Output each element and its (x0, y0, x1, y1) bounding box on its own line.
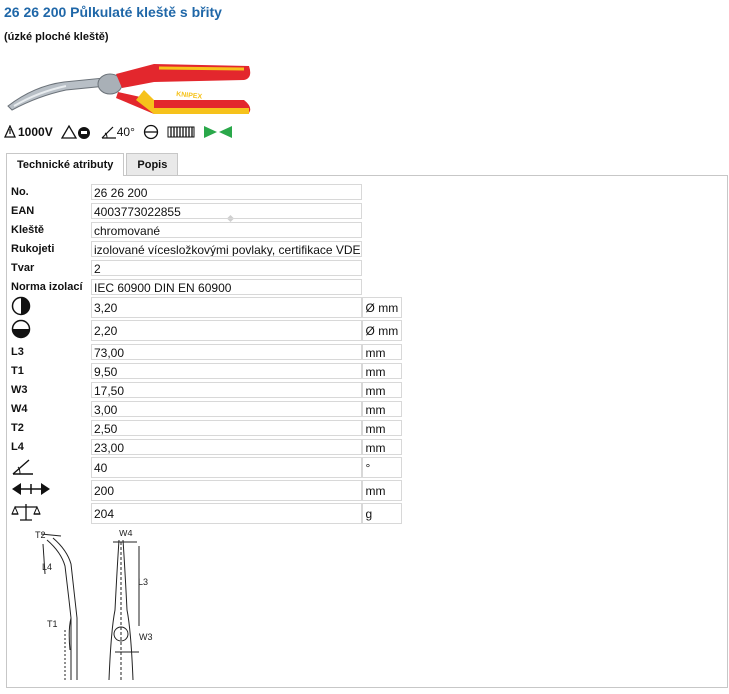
attribute-label: L3 (11, 345, 24, 358)
attribute-label: Kleště (11, 223, 45, 236)
attribute-label: No. (11, 185, 29, 198)
attribute-value: 204 (91, 503, 362, 524)
attribute-value: chromované (91, 222, 362, 238)
attribute-label (11, 296, 91, 319)
attribute-value: 3,00 (91, 401, 362, 417)
half-circle-left-icon (11, 319, 31, 339)
tab-technical-attributes[interactable]: Technické atributy (6, 153, 124, 176)
vde-gs-icon (61, 124, 93, 140)
attribute-row (11, 502, 402, 525)
attribute-value: 9,50 (91, 363, 362, 379)
attribute-label (11, 479, 91, 502)
product-image (4, 56, 254, 120)
attribute-row (11, 277, 402, 296)
attribute-value: 4003773022855 (91, 203, 362, 219)
attribute-value: 200 (91, 480, 362, 501)
attribute-label: L4 (11, 440, 24, 453)
attribute-row (11, 456, 402, 479)
attribute-value: 40 (91, 457, 362, 478)
attribute-unit: g (362, 503, 402, 524)
attribute-label (11, 456, 91, 479)
diagram-label-t1: T1 (47, 619, 58, 629)
attribute-value: 2,50 (91, 420, 362, 436)
attribute-unit: mm (362, 401, 402, 417)
attribute-label: EAN (11, 204, 35, 217)
angle-text: 40° (116, 125, 135, 139)
attribute-row (11, 258, 402, 277)
attribute-row (11, 296, 402, 319)
page-title: 26 26 200 Půlkulaté kleště s břity (4, 4, 222, 20)
diagram-label-l4: L4 (42, 562, 53, 572)
attribute-row (11, 342, 402, 361)
attribute-value: 26 26 200 (91, 184, 362, 200)
attributes-panel (6, 175, 728, 688)
diagram-label-l3: L3 (138, 577, 149, 587)
attribute-row (11, 201, 402, 220)
attribute-unit: mm (362, 382, 402, 398)
attribute-row (11, 239, 402, 258)
attribute-value: 2 (91, 260, 362, 276)
attribute-unit: ° (362, 457, 402, 478)
attribute-unit: mm (362, 480, 402, 501)
diagram-label-w3: W3 (139, 632, 153, 642)
tab-bar (6, 153, 178, 175)
insulation-triangle-icon (4, 125, 16, 139)
attribute-value: 3,20 (91, 297, 362, 318)
serrated-jaw-icon (167, 125, 195, 139)
length-arrow-icon (11, 482, 51, 496)
bowtie-green-icon (203, 125, 233, 139)
angle-icon (11, 456, 35, 476)
attribute-value: 2,20 (91, 320, 362, 341)
page-subtitle: (úzké ploché kleště) (4, 31, 109, 43)
attribute-row (11, 361, 402, 380)
attribute-unit: mm (362, 363, 402, 379)
diagram-label-t2: T2 (35, 530, 46, 540)
attribute-row (11, 437, 402, 456)
attribute-unit: mm (362, 439, 402, 455)
attribute-value: 23,00 (91, 439, 362, 455)
attribute-row (11, 418, 402, 437)
attribute-unit: mm (362, 420, 402, 436)
round-jaw-icon (143, 124, 159, 140)
dimension-diagram (21, 530, 161, 682)
attribute-row (11, 380, 402, 399)
half-circle-right-icon (11, 296, 31, 316)
attribute-label: T2 (11, 421, 24, 434)
tab-description[interactable]: Popis (126, 153, 178, 175)
attribute-label: Norma izolací (11, 280, 83, 293)
attribute-row (11, 220, 402, 239)
attribute-row (11, 479, 402, 502)
attribute-value: IEC 60900 DIN EN 60900 (91, 279, 362, 295)
attribute-unit: mm (362, 344, 402, 360)
svg-text:KNIPEX: KNIPEX (175, 91, 203, 101)
attribute-row (11, 182, 402, 201)
attribute-row (11, 319, 402, 342)
spec-icons-row (4, 122, 233, 142)
attribute-unit: Ø mm (362, 297, 402, 318)
attribute-value: 17,50 (91, 382, 362, 398)
attribute-label: Tvar (11, 261, 35, 274)
scale-weight-icon (11, 502, 41, 522)
attribute-label (11, 319, 91, 342)
attribute-label: W4 (11, 402, 28, 415)
attribute-value: 73,00 (91, 344, 362, 360)
diagram-label-w4: W4 (119, 530, 133, 538)
attribute-value: izolované vícesložkovými povlaky, certifikace VDE (91, 241, 362, 257)
attributes-table (11, 182, 402, 525)
voltage-text: 1000V (18, 125, 53, 139)
attribute-label: Rukojeti (11, 242, 55, 255)
angle-icon (101, 125, 117, 139)
attribute-unit: Ø mm (362, 320, 402, 341)
attribute-row (11, 399, 402, 418)
attribute-label (11, 502, 91, 525)
attribute-label: T1 (11, 364, 24, 377)
attribute-label: W3 (11, 383, 28, 396)
